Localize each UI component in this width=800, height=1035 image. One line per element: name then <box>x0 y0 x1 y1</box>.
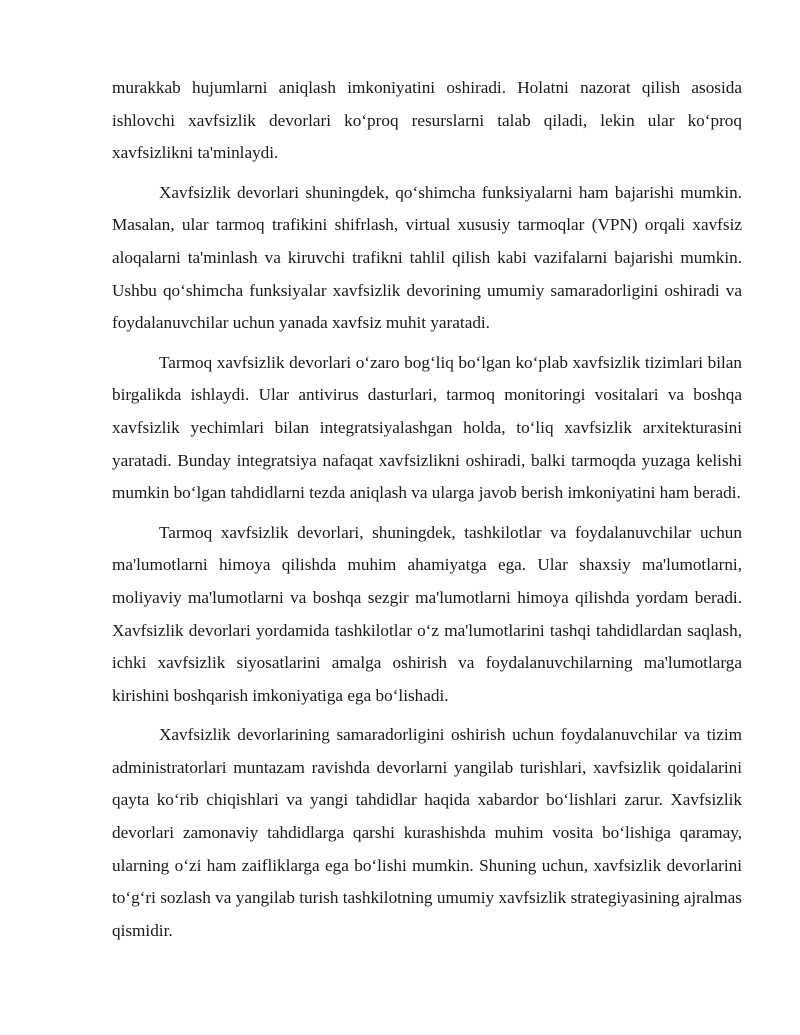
paragraph-data-protection: Tarmoq xavfsizlik devorlari, shuningdek, tashkilotlar va foydalanuvchilar uchun ma'lumotlarni himoya qilishda muhim ahamiyatga ega. Ular shaxsiy ma'lumotlarni, moliyaviy ma'lumotlarni va boshqa sezgir ma'lumotlarni himoya qilishda yordam beradi. Xavfsizlik devorlari yordamida tashkilotlar o‘z ma'lumotlarini tashqi tahdidlardan saqlash, ichki xavfsizlik siyosatlarini amalga oshirish va foydalanuvchilarning ma'lumotlarga kirishini boshqarish imkoniyatiga ega bo‘lishadi. <box>112 522 742 705</box>
paragraph-integration: Tarmoq xavfsizlik devorlari o‘zaro bog‘liq bo‘lgan ko‘plab xavfsizlik tizimlari bilan birgalikda ishlaydi. Ular antivirus dasturlari, tarmoq monitoringi vositalari va boshqa xavfsizlik yechimlari bilan integratsiyalashgan holda, to‘liq xavfsizlik arxitekturasini yaratadi. Bunday integratsiya nafaqat xavfsizlikni oshiradi, balki tarmoqda yuzaga kelishi mumkin bo‘lgan tahdidlarni tezda aniqlash va ularga javob berish imkoniyatini ham beradi. <box>112 352 742 503</box>
paragraph-additional-functions: Xavfsizlik devorlari shuningdek, qo‘shimcha funksiyalarni ham bajarishi mumkin. Masalan, ular tarmoq trafikini shifrlash, virtual xususiy tarmoqlar (VPN) orqali xavfsiz aloqalarni ta'minlash va kiruvchi trafikni tahlil qilish kabi vazifalarni bajarishi mumkin. Ushbu qo‘shimcha funksiyalar xavfsizlik devorining umumiy samaradorligini oshiradi va foydalanuvchilar uchun yanada xavfsiz muhit yaratadi. <box>112 182 742 333</box>
paragraph-maintenance: Xavfsizlik devorlarining samaradorligini oshirish uchun foydalanuvchilar va tizim administratorlari muntazam ravishda devorlarni yangilab turishlari, xavfsizlik qoidalarini qayta ko‘rib chiqishlari va yangi tahdidlar haqida xabardor bo‘lishlari zarur. Xavfsizlik devorlari zamonaviy tahdidlarga qarshi kurashishda muhim vosita bo‘lishiga qaramay, ularning o‘zi ham zaifliklarga ega bo‘lishi mumkin. Shuning uchun, xavfsizlik devorlarini to‘g‘ri sozlash va yangilab turish tashkilotning umumiy xavfsizlik strategiyasining ajralmas qismidir. <box>112 725 742 940</box>
document-body <box>112 72 742 954</box>
paragraph-continuation: murakkab hujumlarni aniqlash imkoniyatini oshiradi. Holatni nazorat qilish asosida ishlovchi xavfsizlik devorlari ko‘proq resurslarni talab qiladi, lekin ular ko‘proq xavfsizlikni ta'minlaydi. <box>112 78 742 163</box>
